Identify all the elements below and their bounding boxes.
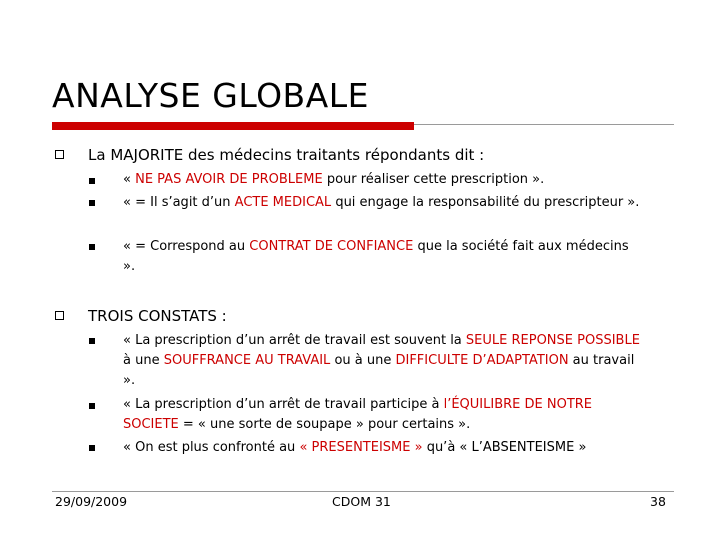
highlighted-text: CONTRAT DE CONFIANCE (249, 239, 414, 254)
text-segment: = « une sorte de soupape » pour certains ». (178, 417, 471, 432)
text-segment: « La prescription d’un arrêt de travail participe à (123, 397, 444, 412)
list-item (123, 395, 643, 435)
text-segment: qu’à « L’ABSENTEISME » (422, 440, 587, 455)
text-segment: « = Correspond au (123, 239, 250, 254)
list-item (123, 237, 643, 277)
section-heading-majorite: La MAJORITE des médecins traitants répondants dit : (88, 146, 485, 164)
text-segment: pour réaliser cette prescription ». (322, 172, 545, 187)
text-segment: à une (123, 353, 164, 368)
highlighted-text: l’ÉQUILIBRE DE NOTRE SOCIETE (123, 397, 593, 432)
highlighted-text: ACTE MEDICAL (234, 195, 332, 210)
list-item (123, 438, 643, 458)
footer-date: 29/09/2009 (55, 494, 128, 509)
text-segment: « (123, 172, 136, 187)
list-item (123, 193, 643, 213)
footer-page-number: 38 (650, 494, 666, 509)
highlighted-text: DIFFICULTE D’ADAPTATION (395, 353, 569, 368)
list-item (123, 170, 643, 190)
text-segment: que la société fait aux médecins ». (123, 239, 629, 274)
square-bullet-icon (89, 338, 95, 344)
hollow-square-bullet-icon (55, 150, 64, 159)
square-bullet-icon (89, 403, 95, 409)
square-bullet-icon (89, 178, 95, 184)
footer-rule (52, 491, 674, 492)
highlighted-text: SOUFFRANCE AU TRAVAIL (163, 353, 331, 368)
text-segment: qui engage la responsabilité du prescripteur ». (331, 195, 640, 210)
highlighted-text: SEULE REPONSE POSSIBLE (465, 333, 640, 348)
section-heading-constats: TROIS CONSTATS : (88, 307, 227, 325)
text-segment: « = Il s’agit d’un (123, 195, 235, 210)
highlighted-text: « PRESENTEISME » (299, 440, 423, 455)
text-segment: ou à une (330, 353, 396, 368)
title-accent-bar (52, 122, 414, 130)
highlighted-text: NE PAS AVOIR DE PROBLEME (135, 172, 323, 187)
footer-center-label: CDOM 31 (332, 494, 391, 509)
hollow-square-bullet-icon (55, 311, 64, 320)
text-segment: « On est plus confronté au (123, 440, 300, 455)
list-item (123, 331, 643, 391)
square-bullet-icon (89, 244, 95, 250)
text-segment: au travail ». (123, 353, 635, 388)
square-bullet-icon (89, 200, 95, 206)
square-bullet-icon (89, 445, 95, 451)
text-segment: « La prescription d’un arrêt de travail est souvent la (123, 333, 466, 348)
slide-title: ANALYSE GLOBALE (52, 76, 369, 115)
